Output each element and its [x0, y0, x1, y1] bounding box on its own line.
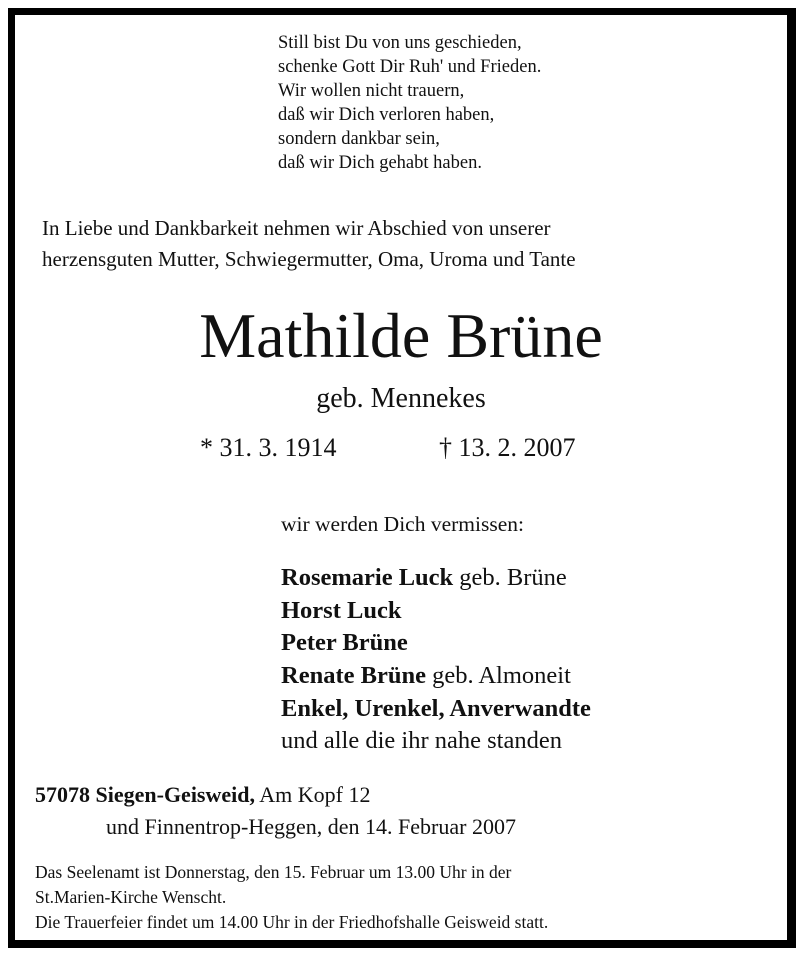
- place-date-line: und Finnentrop-Heggen, den 14. Februar 2007: [106, 814, 516, 839]
- mourner-row: [281, 627, 591, 660]
- mourner-suffix: und alle die ihr nahe standen: [281, 727, 562, 755]
- intro-line: In Liebe und Dankbarkeit nehmen wir Abschied von unserer: [42, 216, 551, 240]
- notice-line: Das Seelenamt ist Donnerstag, den 15. Februar um 13.00 Uhr in der: [35, 862, 512, 882]
- poem-line: Wir wollen nicht trauern,: [278, 81, 465, 101]
- address-line: [35, 780, 371, 810]
- mourner-name: Enkel, Urenkel, Anverwandte: [281, 694, 591, 722]
- mourner-row: [281, 660, 591, 693]
- mourners-list: [281, 562, 591, 758]
- mourner-row: [281, 725, 591, 758]
- mourner-name: Horst Luck: [281, 596, 402, 624]
- mourner-row: [281, 595, 591, 628]
- notice-line: St.Marien-Kirche Wenscht.: [35, 887, 227, 907]
- mourner-suffix: geb. Almoneit: [425, 662, 571, 690]
- intro-line: herzensguten Mutter, Schwiegermutter, Oma, Uroma und Tante: [42, 247, 576, 271]
- maiden-name: geb. Mennekes: [316, 383, 486, 414]
- mourner-name: Peter Brüne: [281, 629, 408, 657]
- poem-line: daß wir Dich verloren haben,: [278, 105, 495, 125]
- mourner-name: Rosemarie Luck: [281, 564, 454, 591]
- mourner-row: [281, 562, 591, 595]
- service-notice: [35, 860, 548, 935]
- address-street: Am Kopf 12: [255, 782, 371, 807]
- obituary-frame: [8, 8, 796, 948]
- intro-text: [42, 213, 576, 275]
- mourner-suffix: geb. Brüne: [453, 564, 567, 591]
- mourner-row: [281, 693, 591, 726]
- deceased-name: Mathilde Brüne: [199, 300, 603, 371]
- poem: [278, 31, 541, 175]
- birth-date: * 31. 3. 1914: [200, 433, 337, 462]
- death-date: † 13. 2. 2007: [439, 433, 576, 462]
- mourner-name: Renate Brüne: [281, 662, 426, 690]
- notice-line: Die Trauerfeier findet um 14.00 Uhr in der Friedhofshalle Geisweid statt.: [35, 912, 549, 932]
- poem-line: sondern dankbar sein,: [278, 129, 440, 149]
- poem-line: daß wir Dich gehabt haben.: [278, 153, 482, 173]
- miss-line: wir werden Dich vermissen:: [281, 512, 524, 536]
- address-city: 57078 Siegen-Geisweid,: [35, 782, 255, 807]
- poem-line: Still bist Du von uns geschieden,: [278, 33, 522, 53]
- poem-line: schenke Gott Dir Ruh' und Frieden.: [278, 57, 542, 77]
